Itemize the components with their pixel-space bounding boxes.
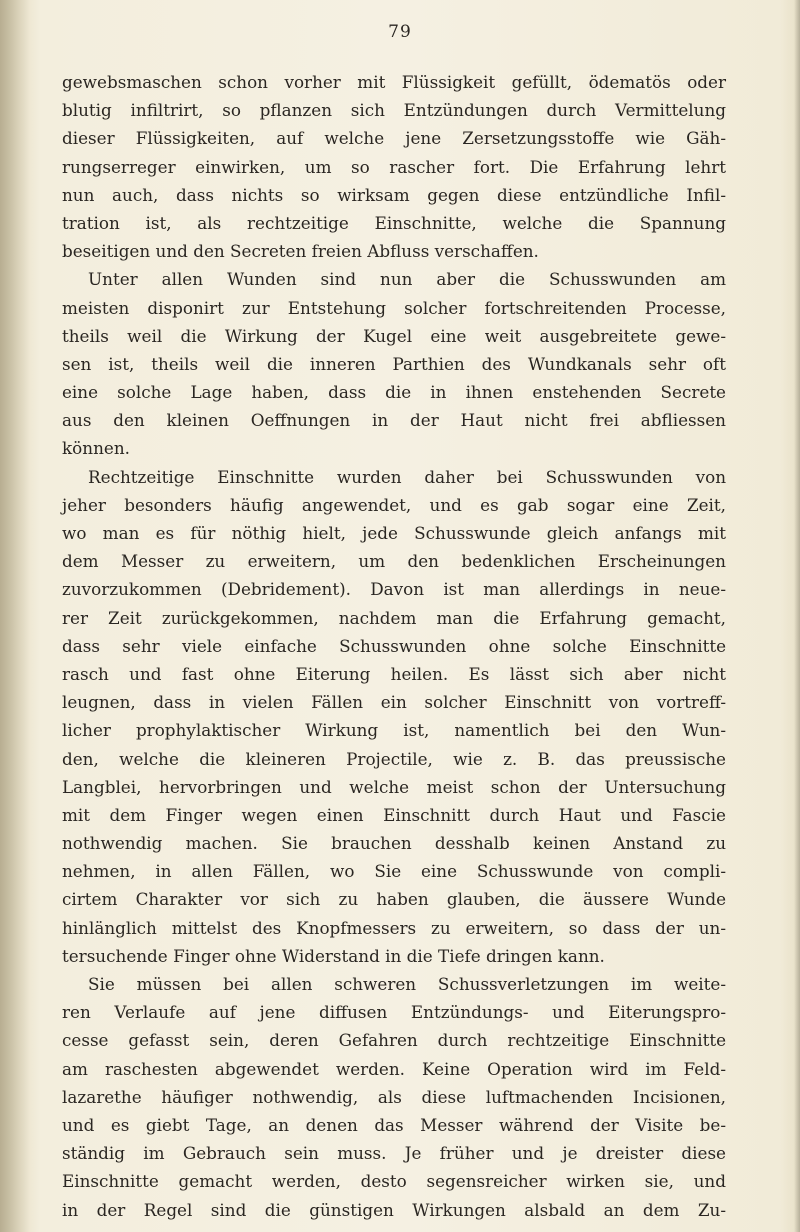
text-line: tersuchende Finger ohne Widerstand in die Tiefe dringen kann.	[62, 945, 605, 966]
text-line: nehmen, in allen Fällen, wo Sie eine Schusswunde von compli-	[62, 861, 726, 882]
text-line: Sie müssen bei allen schweren Schussverletzungen im weite-	[88, 974, 726, 994]
text-line: gewebsmaschen schon vorher mit Flüssigkeit gefüllt, ödematös oder	[62, 72, 726, 92]
text-line: nun auch, dass nichts so wirksam gegen diese entzündliche Infil-	[62, 184, 726, 205]
text-line: Rechtzeitige Einschnitte wurden daher bei Schusswunden von	[88, 466, 726, 487]
text-line: rasch und fast ohne Eiterung heilen. Es lässt sich aber nicht	[62, 663, 726, 684]
page-number: 79	[388, 22, 412, 42]
text-line: beseitigen und den Secreten freien Abfluss verschaffen.	[62, 241, 539, 262]
text-line: eine solche Lage haben, dass die in ihnen enstehenden Secrete	[62, 382, 726, 403]
text-line: mit dem Finger wegen einen Einschnitt durch Haut und Fascie	[62, 804, 726, 825]
text-line: licher prophylaktischer Wirkung ist, namentlich bei den Wun-	[62, 720, 726, 741]
text-line: wo man es für nöthig hielt, jede Schusswunde gleich anfangs mit	[62, 523, 726, 543]
page-edge	[794, 0, 800, 1232]
text-line: dass sehr viele einfache Schusswunden ohne solche Einschnitte	[62, 635, 726, 656]
text-line: rungserreger einwirken, um so rascher fort. Die Erfahrung lehrt	[62, 156, 726, 177]
text-line: tration ist, als rechtzeitige Einschnitte, welche die Spannung	[62, 212, 726, 233]
text-line: hinlänglich mittelst des Knopfmessers zu erweitern, so dass der un-	[62, 917, 726, 938]
text-line: rer Zeit zurückgekommen, nachdem man die Erfahrung gemacht,	[62, 607, 726, 628]
text-line: in der Regel sind die günstigen Wirkungen alsbald an dem Zu-	[62, 1199, 726, 1220]
text-line: Einschnitte gemacht werden, desto segensreicher wirken sie, und	[62, 1171, 726, 1192]
text-line: ren Verlaufe auf jene diffusen Entzündungs- und Eiterungspro-	[62, 1002, 726, 1023]
text-line: am raschesten abgewendet werden. Keine Operation wird im Feld-	[62, 1058, 726, 1079]
text-line: Langblei, hervorbringen und welche meist schon der Untersuchung	[62, 776, 726, 797]
text-line: jeher besonders häufig angewendet, und es gab sogar eine Zeit,	[62, 494, 726, 515]
text-line: cesse gefasst sein, deren Gefahren durch rechtzeitige Einschnitte	[62, 1030, 726, 1051]
text-line: meisten disponirt zur Entstehung solcher fortschreitenden Processe,	[62, 297, 726, 318]
body-text	[62, 68, 726, 1224]
text-line: zuvorzukommen (Debridement). Davon ist man allerdings in neue-	[62, 579, 726, 600]
text-line: nothwendig machen. Sie brauchen desshalb keinen Anstand zu	[62, 833, 726, 854]
text-line: und es giebt Tage, an denen das Messer während der Visite be-	[62, 1114, 726, 1135]
text-line: Unter allen Wunden sind nun aber die Schusswunden am	[88, 269, 726, 290]
text-line: sen ist, theils weil die inneren Parthien des Wundkanals sehr oft	[62, 353, 726, 374]
text-line: blutig infiltrirt, so pflanzen sich Entzündungen durch Vermittelung	[62, 100, 726, 121]
text-line: cirtem Charakter vor sich zu haben glauben, die äussere Wunde	[62, 889, 726, 910]
spine-shadow	[0, 0, 30, 1232]
text-line: lazarethe häufiger nothwendig, als diese luftmachenden Incisionen,	[62, 1086, 726, 1107]
text-line: theils weil die Wirkung der Kugel eine weit ausgebreitete gewe-	[62, 325, 726, 346]
text-line: leugnen, dass in vielen Fällen ein solcher Einschnitt von vortreff-	[62, 692, 726, 713]
text-line: aus den kleinen Oeffnungen in der Haut nicht frei abfliessen	[62, 410, 726, 431]
text-line: dieser Flüssigkeiten, auf welche jene Zersetzungsstoffe wie Gäh-	[62, 128, 726, 149]
text-line: können.	[62, 438, 130, 459]
text-line: dem Messer zu erweitern, um den bedenklichen Erscheinungen	[62, 551, 726, 572]
text-line: den, welche die kleineren Projectile, wie z. B. das preussische	[62, 748, 726, 769]
text-line: ständig im Gebrauch sein muss. Je früher und je dreister diese	[62, 1143, 726, 1164]
